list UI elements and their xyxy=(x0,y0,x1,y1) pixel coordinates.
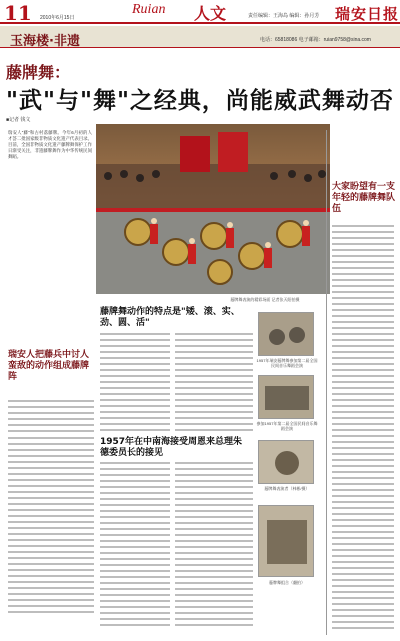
right-body-text xyxy=(332,225,394,633)
group-photo xyxy=(258,505,314,577)
column-divider xyxy=(326,130,327,635)
masthead xyxy=(0,0,400,24)
issue-date: 2010年6月15日 xyxy=(40,15,75,21)
article-subhead: 藤牌舞： xyxy=(6,63,71,82)
historic-photo-1 xyxy=(258,312,314,356)
group-photo-caption: 藤牌舞组合（翻拍） xyxy=(269,580,305,585)
left-quote-text xyxy=(8,437,94,617)
performer-photo-caption: 藤牌舞表演者（林彬/摄） xyxy=(264,486,310,491)
performer-photo xyxy=(258,440,314,484)
historic-photo-2 xyxy=(258,375,314,419)
contact-line: 电话：65818086 电子邮箱：ruian9758@sina.com xyxy=(260,37,371,43)
ruian-wordmark: Ruian xyxy=(132,2,166,17)
historic-photo-1-caption: 1957年瑞安藤牌舞参加第二届全国民间音乐舞蹈会演 xyxy=(256,358,318,368)
left-section-heading: 瑞安人把藤兵中讨人蛮敌的动作组成藤牌阵 xyxy=(8,350,90,382)
center-section-heading: 藤牌舞动作的特点是"矮、滚、实、劲、圆、活" xyxy=(100,307,240,328)
article-headline: "武"与"舞"之经典，尚能威武舞动否 xyxy=(6,88,394,114)
column-name: 玉海楼·非遗 xyxy=(10,34,80,49)
newspaper-logo: 瑞安日报 xyxy=(335,5,400,23)
historic-photo-2-caption: 参加1957年第二届全国民间音乐舞蹈会演 xyxy=(256,421,318,431)
bottom-body-col2 xyxy=(175,462,253,632)
editors-line: 责任编辑：王海岛 编辑：孙月芳 xyxy=(248,13,320,19)
main-photo xyxy=(96,124,330,294)
right-section-heading: 大家盼望有一支年轻的藤牌舞队伍 xyxy=(332,182,396,214)
bottom-section-heading: 1957年在中南海接受周恩来总理朱德委员长的接见 xyxy=(100,437,243,458)
section-title: 人文 xyxy=(194,4,227,23)
center-body-col2 xyxy=(175,333,253,437)
dance-performance-image xyxy=(96,124,330,294)
column-band xyxy=(0,26,400,48)
lead-paragraph: 瑞安人"藤"和古村落藤牌。今年6月初的人才荟二批国家级非物质文化遗产代表目录。目前，全国非物质文化遗产藤牌舞保护工作日渐受关注，非遗藤牌舞作为中华传统民间舞蹈。 xyxy=(8,130,92,159)
bottom-body-col1 xyxy=(100,462,170,632)
left-body-text xyxy=(8,400,94,436)
page-number: 11 xyxy=(4,1,32,25)
main-photo-caption: 藤牌舞表演的精彩场面 记者张天阳拍摄 xyxy=(230,297,300,302)
center-body-col1 xyxy=(100,333,170,437)
byline: ■记者 钱文 xyxy=(6,117,31,123)
